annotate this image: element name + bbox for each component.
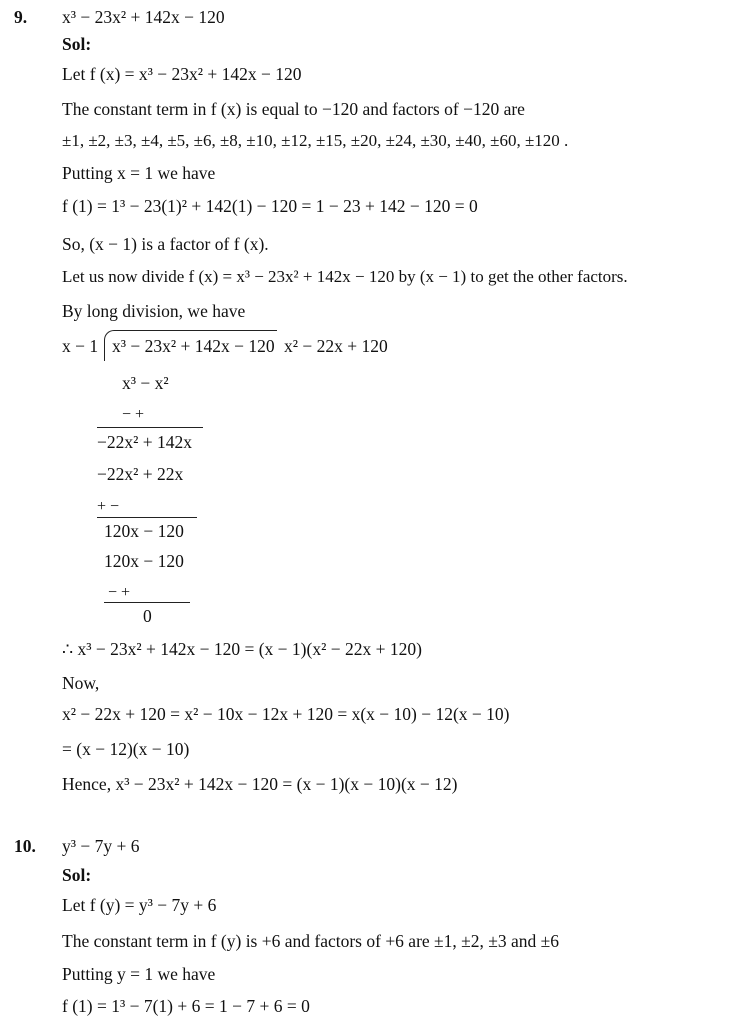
division-rule-2 [97,517,197,518]
division-rule-3 [104,602,190,603]
problem-9-number: 9. [14,7,28,27]
division-dividend: x³ − 23x² + 142x − 120 [112,336,275,356]
problem-9-hence-line: Hence, x³ − 23x² + 142x − 120 = (x − 1)(x − 10)(x − 12) [62,774,458,794]
problem-9-eval-line: f (1) = 1³ − 23(1)² + 142(1) − 120 = 1 − 23 + 142 − 120 = 0 [62,196,478,216]
problem-10-eval-line: f (1) = 1³ − 7(1) + 6 = 1 − 7 + 6 = 0 [62,996,310,1016]
division-rule-1 [97,427,203,428]
problem-9-putting-line: Putting x = 1 we have [62,163,216,183]
problem-10-statement: y³ − 7y + 6 [62,836,140,856]
division-step-2: −22x² + 22x [97,464,184,484]
problem-9-expand-line: x² − 22x + 120 = x² − 10x − 12x + 120 = x(x − 10) − 12(x − 10) [62,704,510,724]
division-remainder-1: −22x² + 142x [97,432,192,452]
problem-9-let-line: Let f (x) = x³ − 23x² + 142x − 120 [62,64,302,84]
problem-9-factors-line: ±1, ±2, ±3, ±4, ±5, ±6, ±8, ±10, ±12, ±15, ±20, ±24, ±30, ±40, ±60, ±120 . [62,131,569,150]
problem-9-statement: x³ − 23x² + 142x − 120 [62,7,225,27]
division-signs-1: − + [122,406,145,423]
problem-9-divide-line: Let us now divide f (x) = x³ − 23x² + 142x − 120 by (x − 1) to get the other factors. [62,267,628,286]
problem-9-result-line: = (x − 12)(x − 10) [62,739,190,759]
problem-10-number: 10. [14,836,36,856]
problem-9-therefore-line: ∴ x³ − 23x² + 142x − 120 = (x − 1)(x² − 22x + 120) [62,639,422,659]
problem-10-sol-label: Sol: [62,865,92,885]
division-step-1: x³ − x² [122,373,169,393]
problem-9-factor-line: So, (x − 1) is a factor of f (x). [62,234,269,254]
problem-10-putting-line: Putting y = 1 we have [62,964,216,984]
division-step-3: 120x − 120 [104,551,184,571]
problem-10-let-line: Let f (y) = y³ − 7y + 6 [62,895,217,915]
division-quotient: x² − 22x + 120 [284,336,388,356]
problem-9-long-division-line: By long division, we have [62,301,246,321]
division-final-remainder: 0 [143,606,152,626]
division-signs-3: − + [108,584,131,601]
problem-9-now-label: Now, [62,673,100,693]
problem-9-sol-label: Sol: [62,34,92,54]
division-divisor: x − 1 [62,336,99,356]
problem-10-constant-line: The constant term in f (y) is +6 and factors of +6 are ±1, ±2, ±3 and ±6 [62,931,559,951]
division-remainder-2: 120x − 120 [104,521,184,541]
division-signs-2: + − [97,498,120,515]
problem-9-constant-line: The constant term in f (x) is equal to −120 and factors of −120 are [62,99,525,119]
